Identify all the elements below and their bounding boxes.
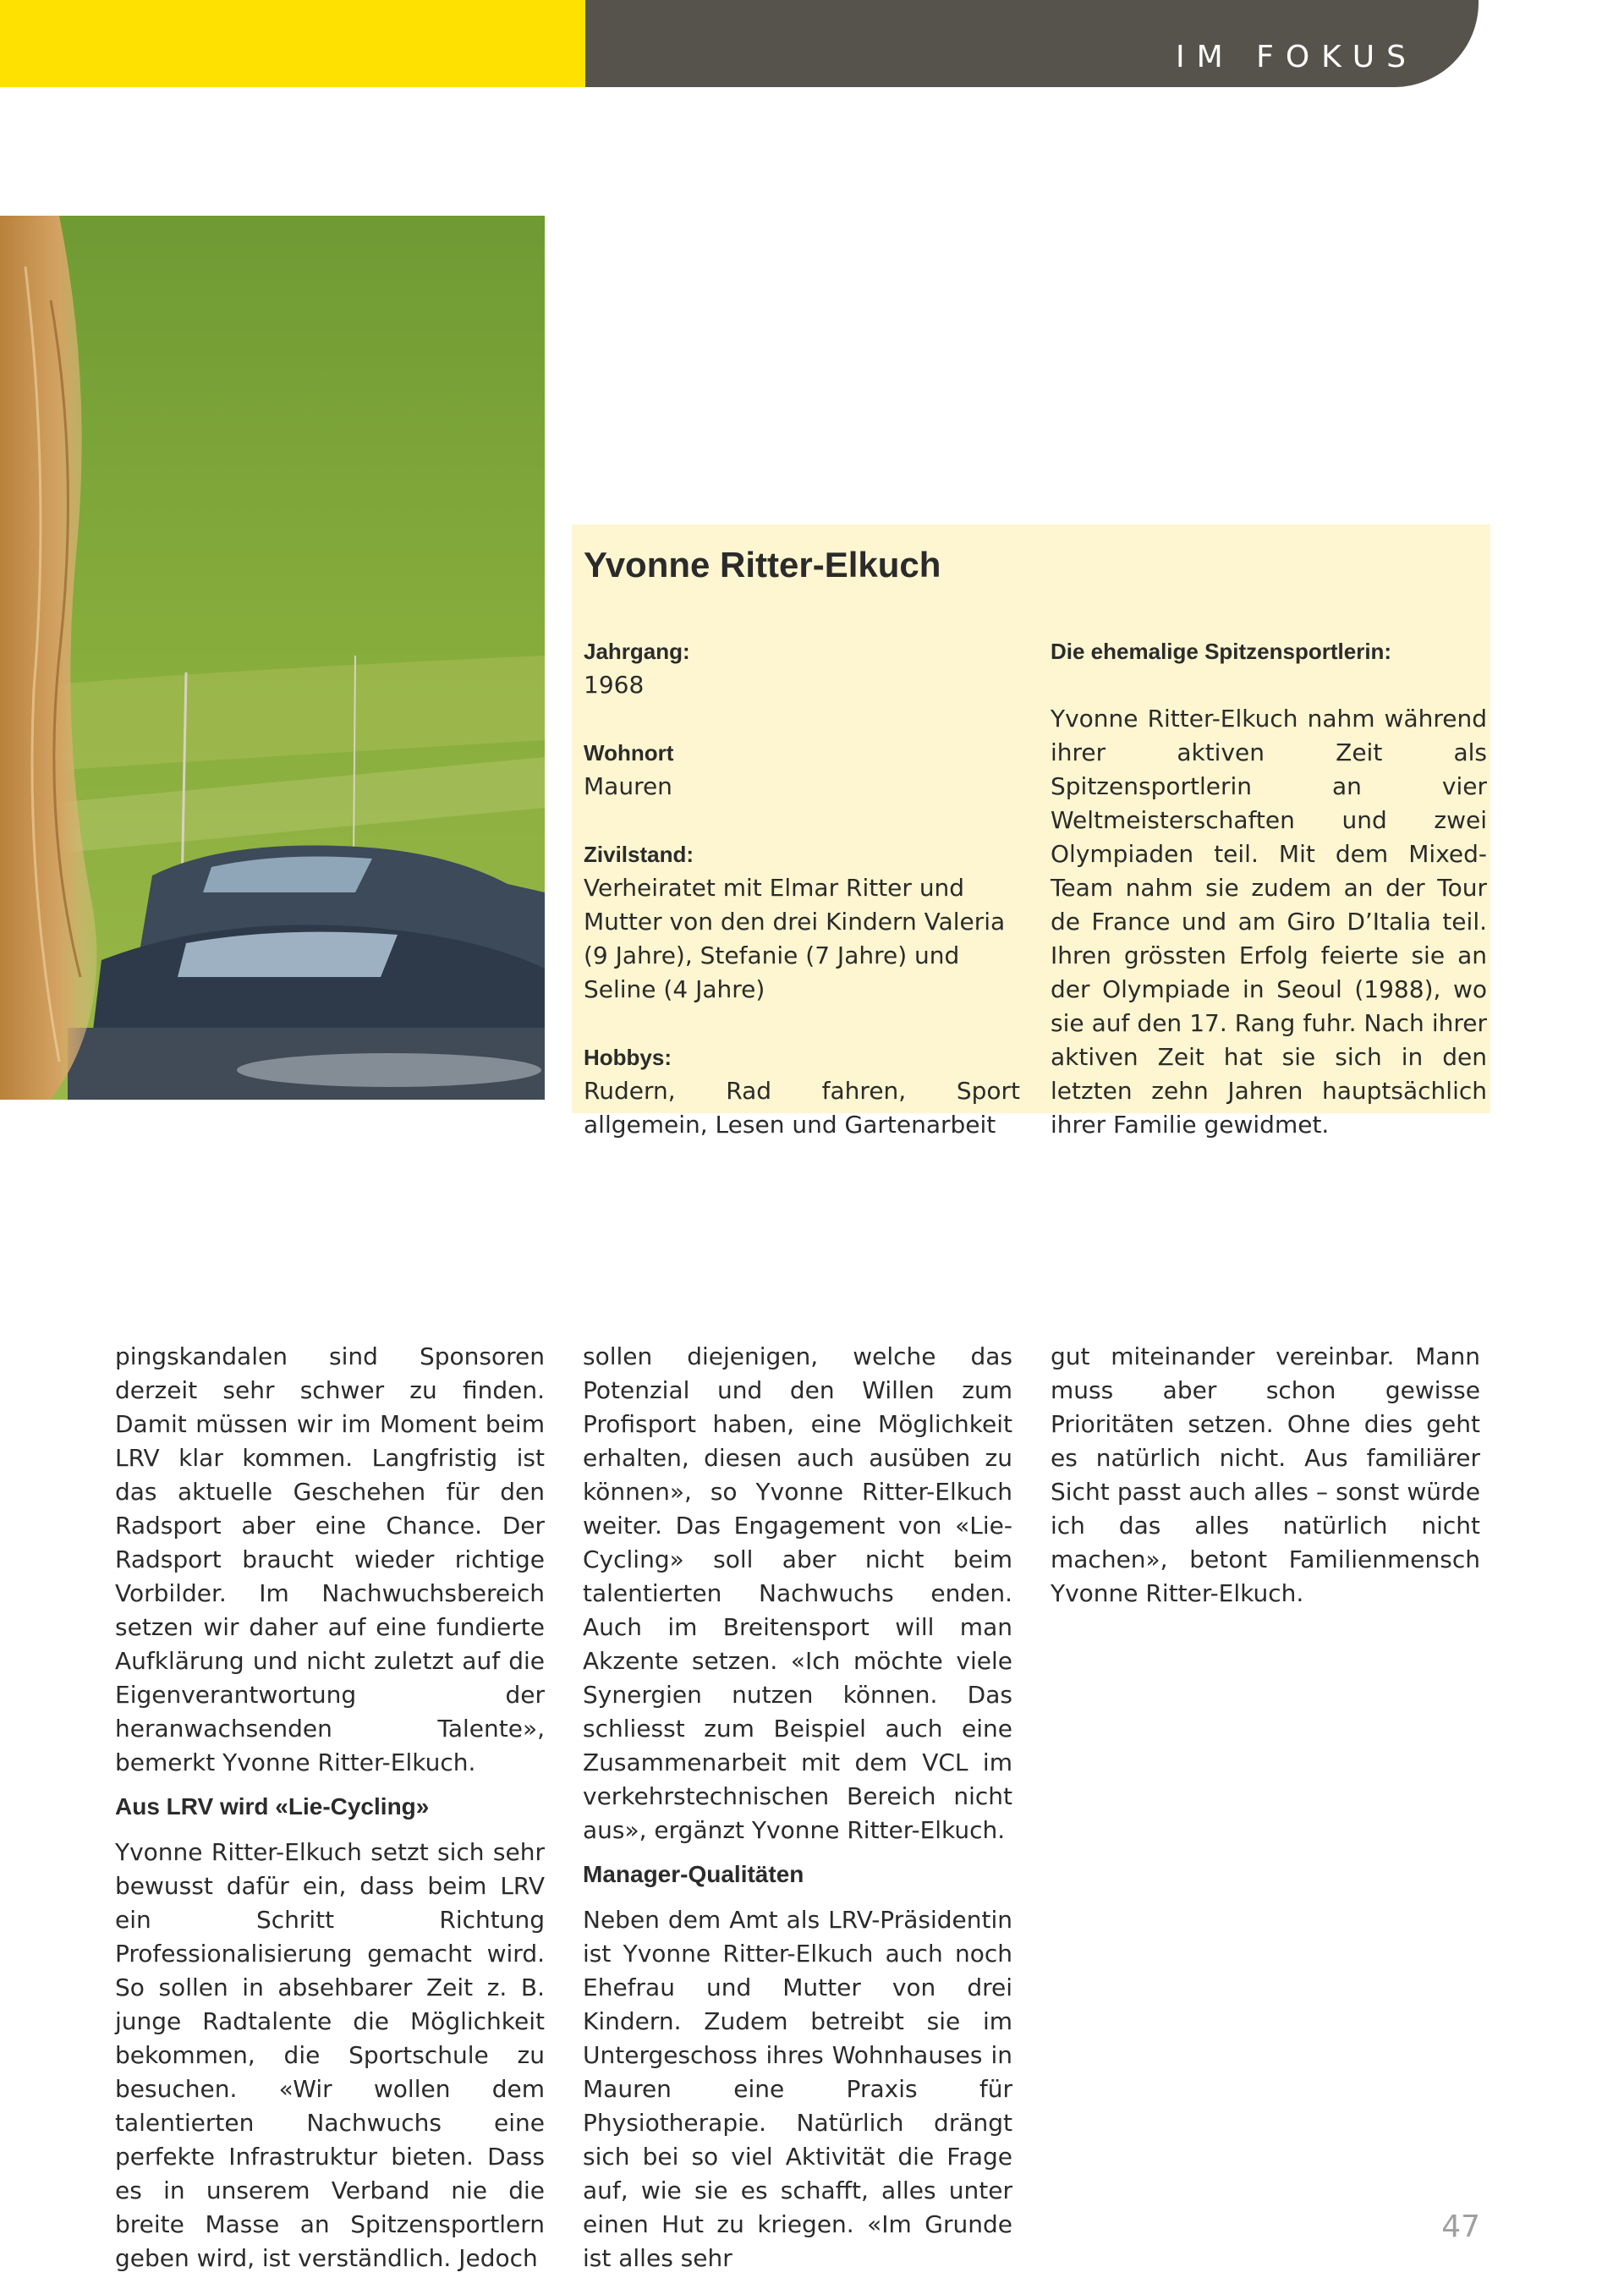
fact-label-residence: Wohnort bbox=[584, 740, 674, 766]
article-paragraph: Neben dem Amt als LRV-Präsidentin ist Yvonne Ritter-Elkuch auch noch Ehefrau und Mutter von drei Kindern. Zudem betreibt sie im Untergeschoss ihres Wohnhauses in Mauren eine Praxis für Physiotherapie. Natürlich drängt sich bei so viel Aktivität die Frage auf, wie sie es schafft, alles unter einen Hut zu kriegen. «Im Grunde ist alles sehr bbox=[583, 1906, 1012, 2272]
article-column-2 bbox=[583, 1340, 1012, 2275]
section-header-bar bbox=[585, 0, 1479, 87]
article-paragraph: sollen diejenigen, welche das Potenzial und den Willen zum Profisport haben, eine Möglichkeit erhalten, diesen auch ausüben zu können», so Yvonne Ritter-Elkuch weiter. Das Engagement von «Lie-Cycling» soll aber nicht beim talentierten Nachwuchs enden. Auch im Breitensport will man Akzente setzen. «Ich möchte viele Synergien nutzen können. Das schliesst zum Beispiel auch eine Zusammenarbeit mit dem VCL im verkehrstechnischen Bereich nicht aus», ergänzt Yvonne Ritter-Elkuch. bbox=[583, 1342, 1012, 1844]
fact-value-birth-year: 1968 bbox=[584, 671, 645, 699]
profile-facts bbox=[584, 634, 1020, 1142]
fact-label-birth-year: Jahrgang: bbox=[584, 639, 690, 664]
career-label: Die ehemalige Spitzensportlerin: bbox=[1051, 639, 1392, 664]
header-accent-bar bbox=[0, 0, 585, 87]
profile-info-box bbox=[572, 524, 1490, 1139]
portrait-photo bbox=[0, 216, 545, 1100]
section-title: IM FOKUS bbox=[1175, 40, 1418, 74]
article-paragraph: gut miteinander vereinbar. Mann muss aber schon gewisse Prioritäten setzen. Ohne dies geht es natürlich nicht. Aus familiärer Sicht passt auch alles – sonst würde ich das alles natürlich nicht machen», betont Familienmensch Yvonne Ritter-Elkuch. bbox=[1051, 1342, 1480, 1607]
fact-value-residence: Mauren bbox=[584, 772, 672, 800]
profile-name: Yvonne Ritter-Elkuch bbox=[584, 545, 941, 585]
profile-career bbox=[1051, 634, 1487, 1142]
article-column-3 bbox=[1051, 1340, 1480, 1611]
fact-value-marital-status: Verheiratet mit Elmar Ritter und Mutter von den drei Kindern Valeria (9 Jahre), Stefanie (7 Jahre) und Seline (4 Jahre) bbox=[584, 874, 1006, 1003]
fact-label-hobbies: Hobbys: bbox=[584, 1045, 672, 1070]
article-column-1 bbox=[115, 1340, 545, 2275]
fact-label-marital-status: Zivilstand: bbox=[584, 842, 694, 867]
article-paragraph: pingskandalen sind Sponsoren derzeit sehr schwer zu finden. Damit müssen wir im Moment beim LRV klar kommen. Langfristig ist das aktuelle Geschehen für den Radsport aber eine Chance. Der Radsport braucht wieder richtige Vorbilder. Im Nachwuchsbereich setzen wir daher auf eine fundierte Aufklärung und nicht zuletzt auf die Eigenverantwortung der heranwachsenden Talente», bemerkt Yvonne Ritter-Elkuch. bbox=[115, 1342, 545, 1776]
career-text: Yvonne Ritter-Elkuch nahm während ihrer aktiven Zeit als Spitzensportlerin an vier Weltmeisterschaften und zwei Olympiaden teil. Mit dem Mixed-Team nahm sie zudem an der Tour de France und am Giro D’Italia teil. Ihren grössten Erfolg feierte sie an der Olympiade in Seoul (1988), wo sie auf den 17. Rang fuhr. Nach ihrer aktiven Zeit hat sie sich in den letzten zehn Jahren hauptsächlich ihrer Familie gewidmet. bbox=[1051, 705, 1487, 1139]
article-subheading: Aus LRV wird «Lie-Cycling» bbox=[115, 1793, 430, 1820]
fact-value-hobbies: Rudern, Rad fahren, Sport allgemein, Lesen und Gartenarbeit bbox=[584, 1077, 1020, 1139]
article-subheading: Manager-Qualitäten bbox=[583, 1861, 804, 1887]
page-number: 47 bbox=[1441, 2209, 1480, 2244]
article-paragraph: Yvonne Ritter-Elkuch setzt sich sehr bewusst dafür ein, dass beim LRV ein Schritt Richtung Professionalisierung gemacht wird. So sollen in absehbarer Zeit z. B. junge Radtalente die Möglichkeit bekommen, die Sportschule zu besuchen. «Wir wollen dem talentierten Nachwuchs eine perfekte Infrastruktur bieten. Dass es in unserem Verband nie die breite Masse an Spitzensportlern geben wird, ist verständlich. Jedoch bbox=[115, 1838, 545, 2272]
